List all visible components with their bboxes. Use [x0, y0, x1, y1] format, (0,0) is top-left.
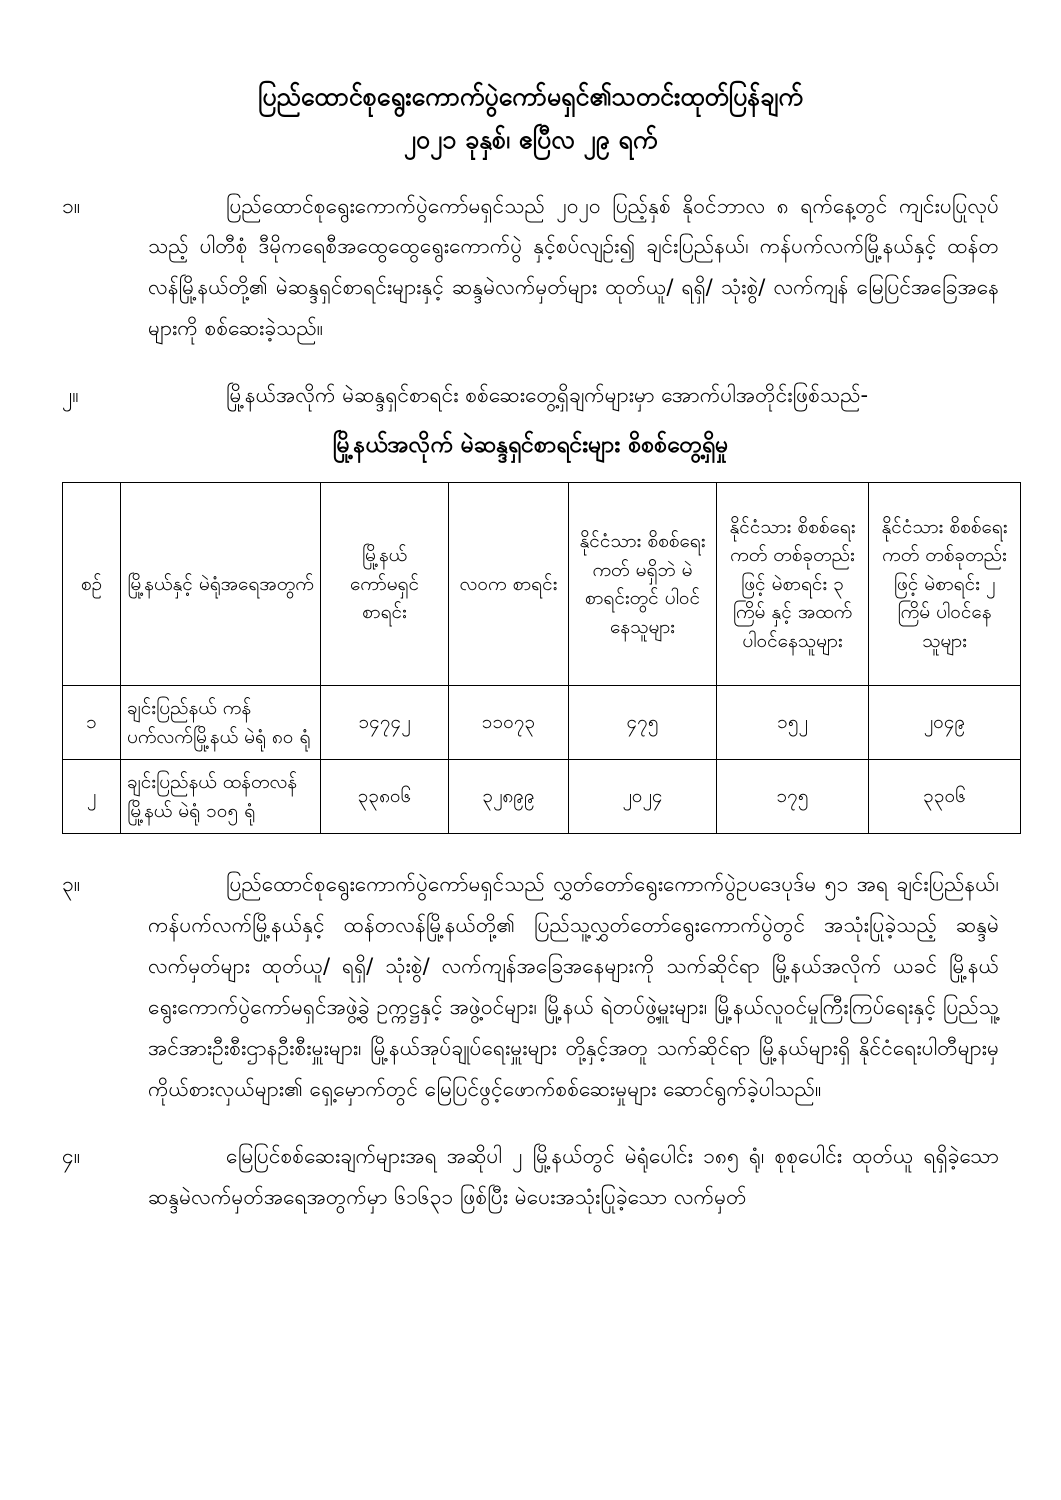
table-header-three-or-more: နိုင်ငံသား စိစစ်ရေးကတ် တစ်ခုတည်းဖြင့် မဲစာရင်း ၃ ကြိမ် နှင့် အထက် ပါဝင်နေသူများ: [717, 483, 869, 686]
table-header-immigration-list: လဝက စာရင်း: [449, 483, 569, 686]
table-header-two-times: နိုင်ငံသား စိစစ်ရေးကတ် တစ်ခုတည်းဖြင့် မဲစာရင်း ၂ ကြိမ် ပါဝင်နေသူများ: [869, 483, 1021, 686]
paragraph-2-text: မြို့နယ်အလိုက် မဲဆန္ဒရှင်စာရင်း စစ်ဆေးတွေ့ရှိချက်များမှာ အောက်ပါအတိုင်းဖြစ်သည်-: [226, 383, 869, 408]
row-1-township: ချင်းပြည်နယ် ကန်ပက်လက်မြို့နယ် မဲရုံ ၈၀ ရုံ: [121, 686, 321, 760]
table-header-no-nrc: နိုင်ငံသား စိစစ်ရေးကတ် မရှိဘဲ မဲစာရင်းတွင် ပါဝင်နေသူများ: [569, 483, 717, 686]
row-1-two-times: ၂၀၄၉: [869, 686, 1021, 760]
paragraph-4-text: မြေပြင်စစ်ဆေးချက်များအရ အဆိုပါ ၂ မြို့နယ်တွင် မဲရုံပေါင်း ၁၈၅ ရုံ၊ စုစုပေါင်း ထုတ်ယူ ရရှိခဲ့သော ဆန္ဒမဲလက်မှတ်အရေအတွက်မှာ ၆၁၆၃၁ ဖြစ်ပြီး မဲပေးအသုံးပြုခဲ့သော လက်မှတ်: [148, 1143, 999, 1209]
row-1-no: ၁: [63, 686, 121, 760]
table-row: [63, 686, 1021, 760]
paragraph-1-text: ပြည်ထောင်စုရွေးကောက်ပွဲကော်မရှင်သည် ၂၀၂၀ ပြည့်နှစ် နိုဝင်ဘာလ ၈ ရက်နေ့တွင် ကျင်းပပြုလုပ်သည့် ပါတီစုံ ဒီမိုကရေစီအထွေထွေရွေးကောက်ပွဲ နှင့်စပ်လျဉ်း၍ ချင်းပြည်နယ်၊ ကန်ပက်လက်မြို့နယ်နှင့် ထန်တလန်မြို့နယ်တို့၏ မဲဆန္ဒရှင်စာရင်းများနှင့် ဆန္ဒမဲလက်မှတ်များ ထုတ်ယူ/ ရရှိ/ သုံးစွဲ/ လက်ကျန် မြေပြင်အခြေအနေများကို စစ်ဆေးခဲ့သည်။: [148, 193, 999, 341]
row-1-no-nrc: ၄၇၅: [569, 686, 717, 760]
row-2-two-times: ၃၃၀၆: [869, 760, 1021, 834]
row-2-three-or-more: ၁၇၅: [717, 760, 869, 834]
row-2-commission-list: ၃၃၈၀၆: [321, 760, 449, 834]
table-header-no: စဉ်: [63, 483, 121, 686]
paragraph-4-number: ၄။: [62, 1143, 81, 1168]
paragraph-2-number: ၂။: [62, 383, 79, 408]
row-1-three-or-more: ၁၅၂: [717, 686, 869, 760]
table-header-township: မြို့နယ်နှင့် မဲရုံအရေအတွက်: [121, 483, 321, 686]
row-2-township: ချင်းပြည်နယ် ထန်တလန်မြို့နယ် မဲရုံ ၁၀၅ ရုံ: [121, 760, 321, 834]
row-1-commission-list: ၁၄၇၄၂: [321, 686, 449, 760]
paragraph-1: [62, 186, 999, 350]
paragraph-4: [62, 1136, 999, 1218]
paragraph-2: [62, 375, 999, 416]
row-2-no: ၂: [63, 760, 121, 834]
voter-list-table: [62, 482, 1021, 834]
table-header-row: [63, 483, 1021, 686]
paragraph-3-number: ၃။: [62, 872, 81, 897]
table-heading: မြို့နယ်အလိုက် မဲဆန္ဒရှင်စာရင်းများ စိစစ်တွေ့ရှိမှု: [332, 432, 729, 459]
table-row: [63, 760, 1021, 834]
paragraph-1-number: ၁။: [62, 193, 81, 218]
table-header-commission-list: မြို့နယ် ကော်မရှင် စာရင်း: [321, 483, 449, 686]
row-1-immigration-list: ၁၁၀၇၃: [449, 686, 569, 760]
document-subtitle: ၂၀၂၁ ခုနှစ်၊ ဧပြီလ ၂၉ ရက်: [403, 124, 658, 154]
row-2-no-nrc: ၂၀၂၄: [569, 760, 717, 834]
paragraph-3: [62, 864, 999, 1110]
document-title: ပြည်ထောင်စုရွေးကောက်ပွဲကော်မရှင်၏သတင်းထုတ်ပြန်ချက်: [258, 82, 803, 111]
paragraph-3-text: ပြည်ထောင်စုရွေးကောက်ပွဲကော်မရှင်သည် လွှတ်တော်ရွေးကောက်ပွဲဥပဒေပုဒ်မ ၅၁ အရ ချင်းပြည်နယ်၊ ကန်ပက်လက်မြို့နယ်နှင့် ထန်တလန်မြို့နယ်တို့၏ ပြည်သူ့လွှတ်တော်ရွေးကောက်ပွဲတွင် အသုံးပြုခဲ့သည့် ဆန္ဒမဲလက်မှတ်များ ထုတ်ယူ/ ရရှိ/ သုံးစွဲ/ လက်ကျန်အခြေအနေများကို သက်ဆိုင်ရာ မြို့နယ်အလိုက် ယခင် မြို့နယ်ရွေးကောက်ပွဲကော်မရှင်အဖွဲ့ခွဲ ဥက္ကဋ္ဌနှင့် အဖွဲ့ဝင်များ၊ မြို့နယ် ရဲတပ်ဖွဲ့မှူးများ၊ မြို့နယ်လူဝင်မှုကြီးကြပ်ရေးနှင့် ပြည်သူ့အင်အားဦးစီးဌာနဦးစီးမှူးများ၊ မြို့နယ်အုပ်ချုပ်ရေးမှူးများ တို့နှင့်အတူ သက်ဆိုင်ရာ မြို့နယ်များရှိ နိုင်ငံရေးပါတီများမှ ကိုယ်စားလှယ်များ၏ ရှေ့မှောက်တွင် မြေပြင်ဖွင့်ဖောက်စစ်ဆေးမှုများ ဆောင်ရွက်ခဲ့ပါသည်။: [148, 872, 999, 1101]
row-2-immigration-list: ၃၂၈၉၉: [449, 760, 569, 834]
